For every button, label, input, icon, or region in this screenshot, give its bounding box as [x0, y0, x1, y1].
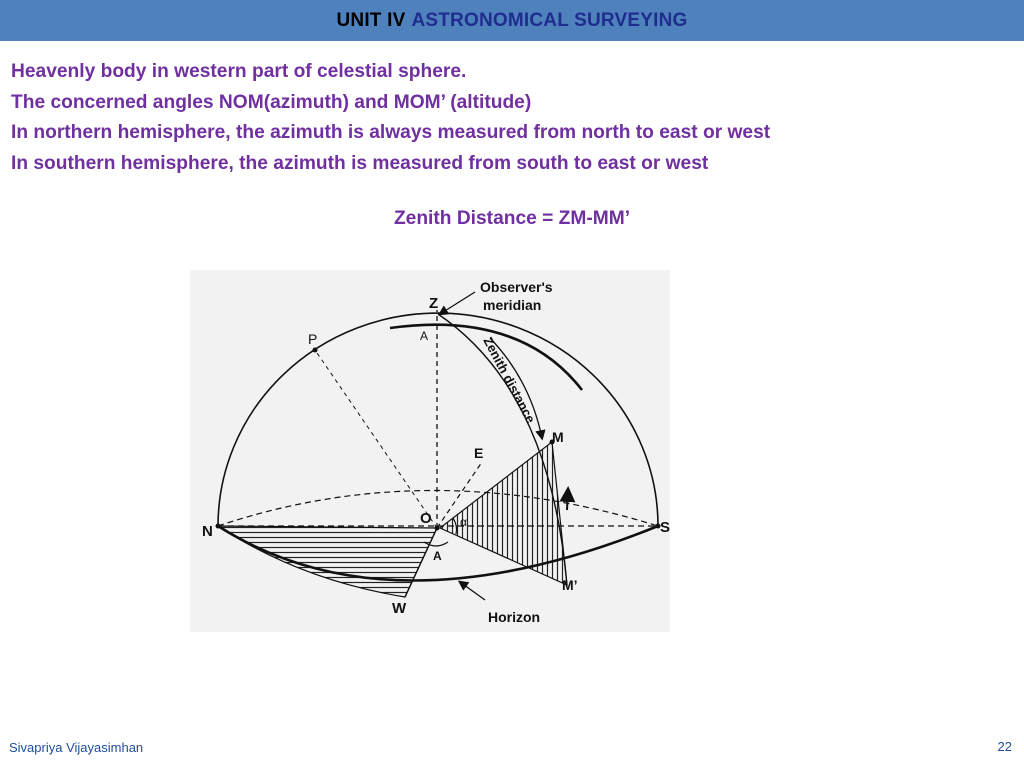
body-line-4: In southern hemisphere, the azimuth is measured from south to east or west	[11, 152, 709, 174]
body-line-1: Heavenly body in western part of celestial sphere.	[11, 61, 467, 82]
celestial-hemisphere-arc	[218, 313, 658, 526]
label-alpha: α	[460, 515, 467, 529]
meridian-pointer-arrow	[440, 292, 475, 314]
label-observers-meridian-1: Observer's	[480, 279, 553, 295]
label-east: E	[474, 445, 484, 461]
label-zenith-distance: Zenith distance	[480, 334, 539, 426]
label-origin: O	[420, 510, 432, 527]
label-pole: P	[308, 331, 318, 347]
label-west: W	[392, 600, 407, 617]
altitude-arrow	[567, 490, 568, 510]
horizon-pointer-arrow	[460, 582, 485, 600]
label-body: M	[552, 429, 564, 445]
zenith-distance-formula: Zenith Distance = ZM-MM’	[393, 208, 631, 229]
label-projection: M’	[562, 577, 578, 593]
body-line-2: The concerned angles NOM(azimuth) and MOM’ (altitude)	[11, 91, 532, 113]
subject-title: ASTRONOMICAL SURVEYING	[411, 9, 688, 31]
label-observers-meridian-2: meridian	[483, 297, 542, 313]
label-north: N	[202, 523, 213, 540]
point-p	[313, 348, 318, 353]
page-number: 22	[997, 739, 1012, 754]
point-o	[435, 526, 440, 531]
horizon-hatched-region	[218, 526, 437, 597]
label-south: S	[660, 519, 670, 536]
label-horizon: Horizon	[488, 609, 541, 625]
title-bar	[0, 0, 1024, 41]
unit-label: UNIT IV	[336, 9, 406, 31]
label-zenith: Z	[429, 295, 439, 312]
horizon-back-arc	[218, 491, 658, 527]
label-angle-a-bottom: A	[433, 549, 442, 563]
celestial-sphere-figure	[190, 270, 670, 632]
label-angle-a-top: A	[420, 329, 429, 343]
footer-author: Sivapriya Vijayasimhan	[9, 740, 144, 755]
origin-pole-line	[315, 350, 437, 528]
body-text	[11, 57, 1011, 179]
point-n	[216, 524, 221, 529]
celestial-sphere-diagram	[190, 270, 670, 632]
body-line-3: In northern hemisphere, the azimuth is always measured from north to east or west	[11, 122, 771, 143]
